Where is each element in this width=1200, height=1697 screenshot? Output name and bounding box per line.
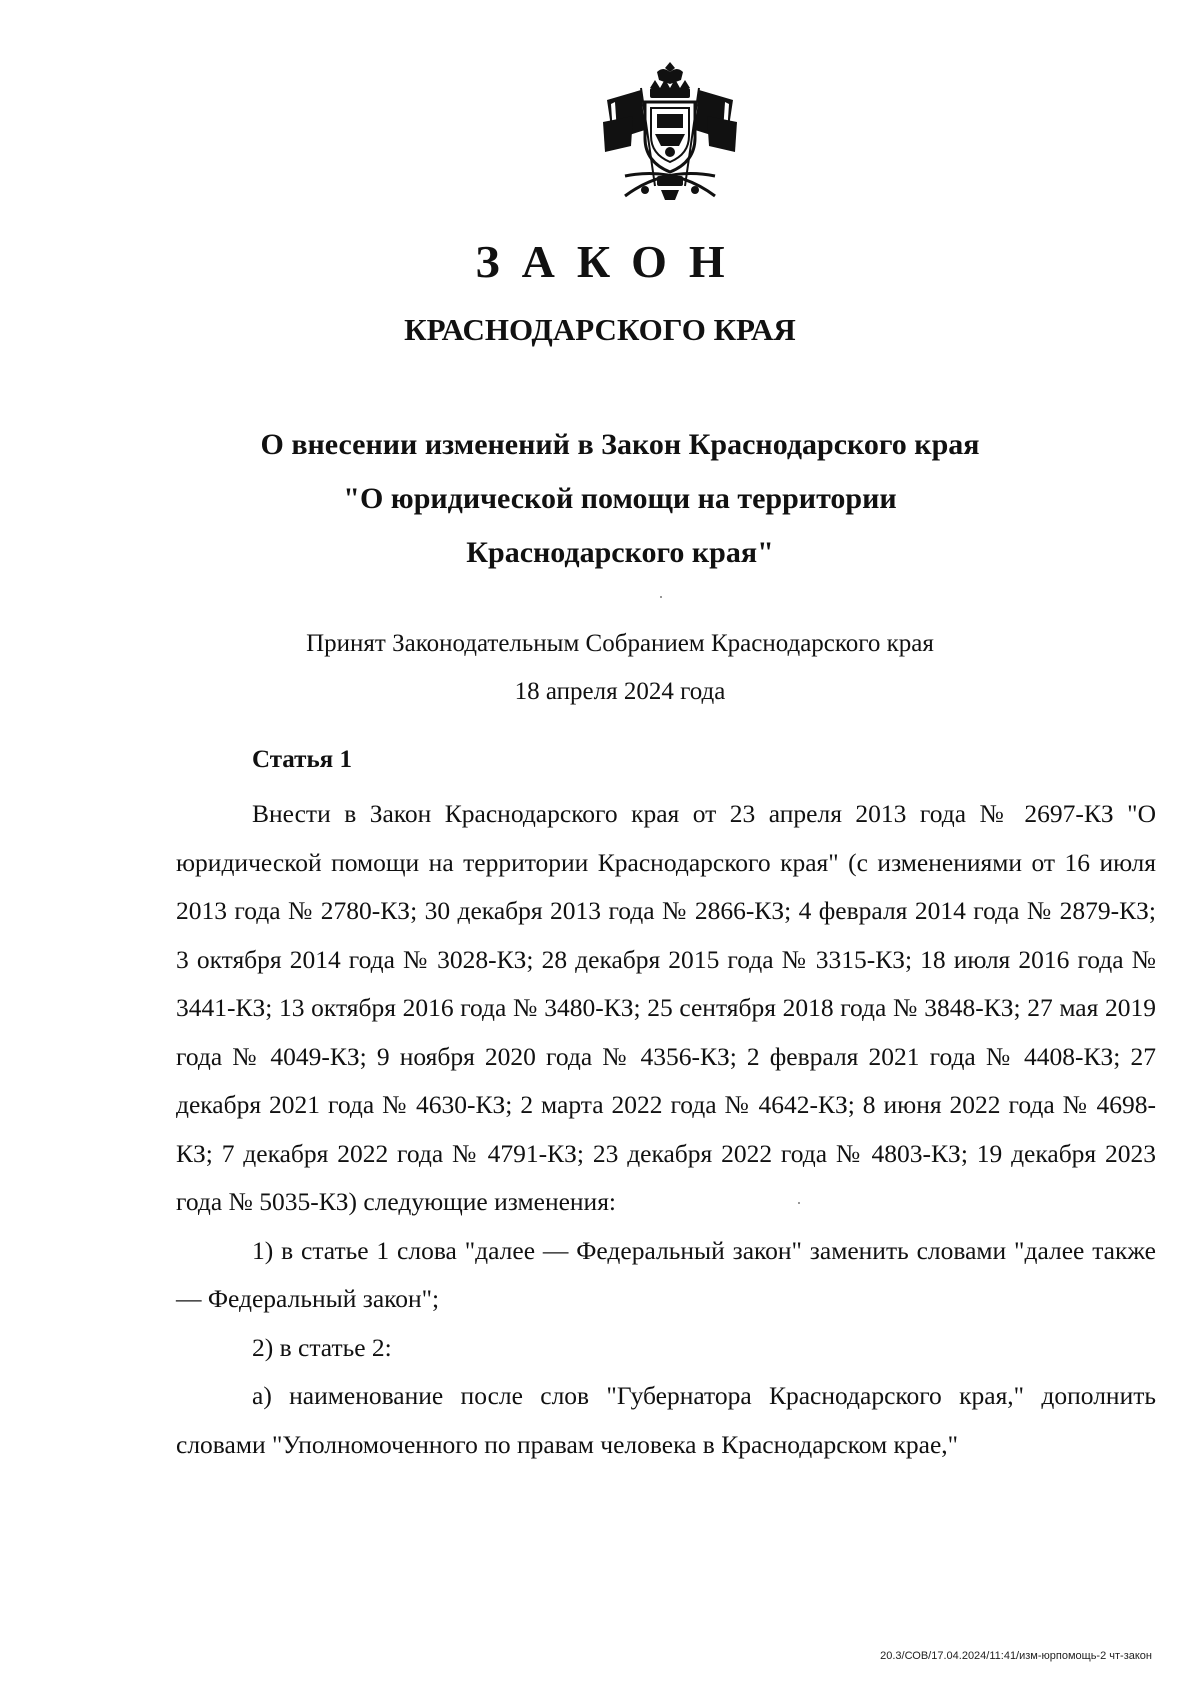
law-heading [200,418,1040,580]
heading-line: "О юридической помощи на территории [343,482,897,515]
document-code: 20.3/СОВ/17.04.2024/11:41/изм-юрпомощь-2 чт-закон [880,1650,1152,1662]
scan-speck [660,596,662,598]
scan-speck [798,1202,800,1204]
article-paragraph: Внести в Закон Краснодарского края от 23 апреля 2013 года № 2697-КЗ "О юридической помощи на территории Краснодарского края" (с изменениями от 16 июля 2013 года № 2780-КЗ; 30 декабря 2013 года № 2866-КЗ; 4 февраля 2014 года № 2879-КЗ; 3 октября 2014 года № 3028-КЗ; 28 декабря 2015 года № 3315-КЗ; 18 июля 2016 года № 3441-КЗ; 13 октября 2016 года № 3480-КЗ; 25 сентября 2018 года № 3848-КЗ; 27 мая 2019 года № 4049-КЗ; 9 ноября 2020 года № 4356-КЗ; 2 февраля 2021 года № 4408-КЗ; 27 декабря 2021 года № 4630-КЗ; 2 марта 2022 года № 4642-КЗ; 8 июня 2022 года № 4698-КЗ; 7 декабря 2022 года № 4791-КЗ; 23 декабря 2022 года № 4803-КЗ; 19 декабря 2023 года № 5035-КЗ) следующие изменения: [176,799,1156,1216]
region-subtitle: КРАСНОДАРСКОГО КРАЯ [404,312,796,347]
heading-line: Краснодарского края" [466,536,774,569]
article-paragraph: а) наименование после слов "Губернатора Краснодарского края," дополнить словами "Уполномоченного по правам человека в Краснодарском крае," [176,1381,1156,1459]
article-paragraph: 1) в статье 1 слова "далее — Федеральный закон" заменить словами "далее также — Федеральный закон"; [176,1235,1156,1313]
article-body [176,790,1156,1469]
article-title: Статья 1 [252,746,352,773]
heading-line: О внесении изменений в Закон Краснодарского края [260,428,980,461]
adoption-note [200,620,1040,716]
adoption-body: Принят Законодательным Собранием Краснодарского края [306,630,934,657]
article-paragraph: 2) в статье 2: [252,1332,392,1362]
adoption-date: 18 апреля 2024 года [514,678,726,705]
law-title: ЗАКОН [475,236,747,287]
coat-of-arms-icon [595,58,745,208]
